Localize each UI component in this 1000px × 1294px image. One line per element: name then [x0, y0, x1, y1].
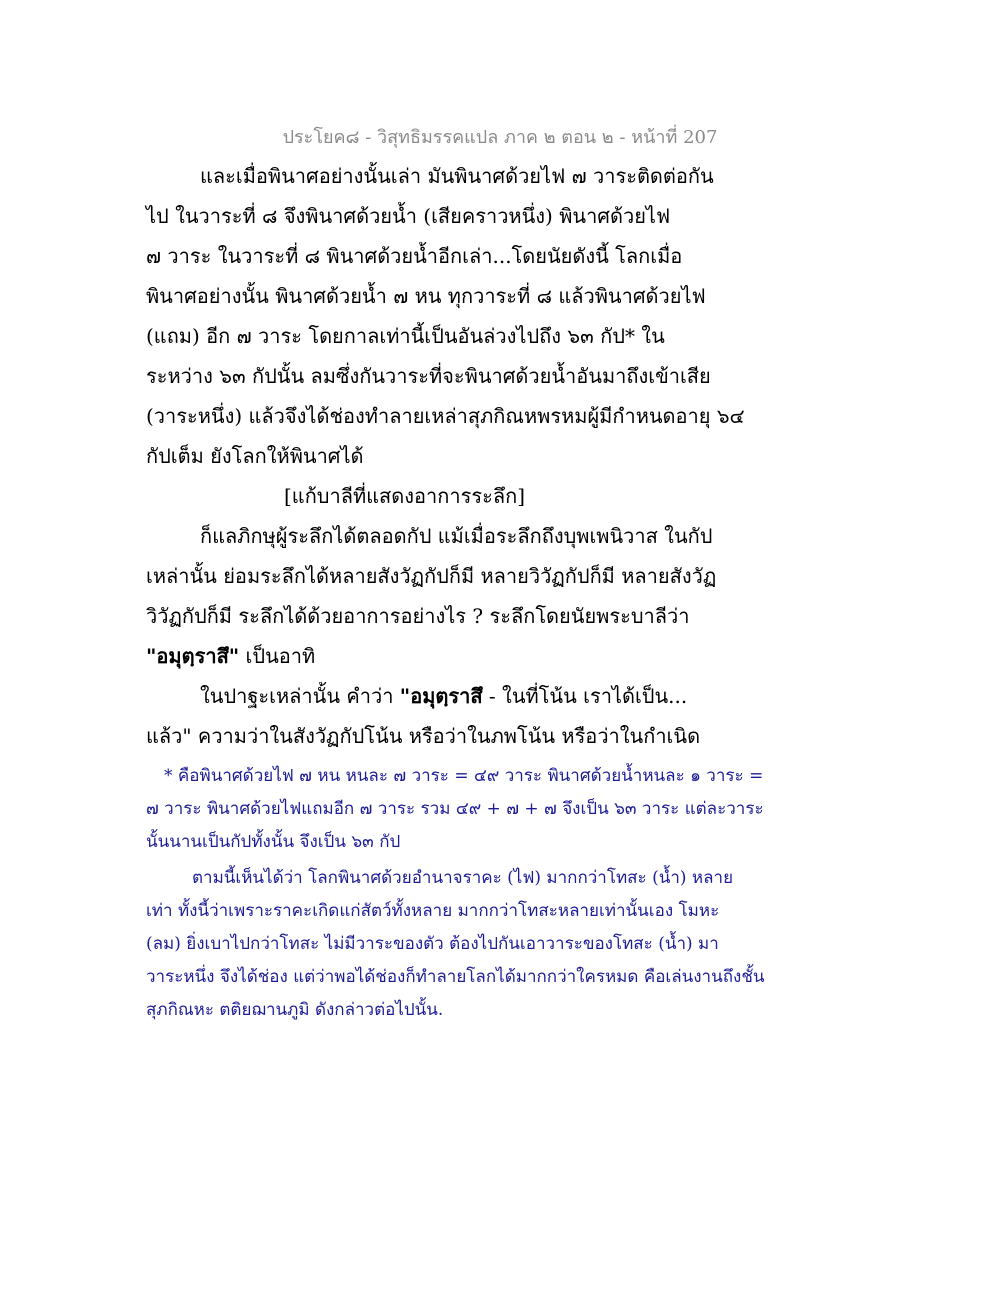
footnote-line: สุภกิณหะ ตติยฌานภูมิ ดังกล่าวต่อไปนั้น. — [146, 1000, 444, 1020]
footnote-line: ตามนี้เห็นได้ว่า โลกพินาศด้วยอำนาจราคะ (ไฟ) มากกว่าโทสะ (น้ำ) หลาย — [192, 868, 734, 888]
paragraph-line — [146, 636, 856, 676]
paragraph-line — [146, 676, 856, 716]
paragraph-line: ระหว่าง ๖๓ กัปนั้น ลมซึ่งกันวาระที่จะพินาศด้วยน้ำอันมาถึงเข้าเสีย — [146, 364, 711, 388]
footnote-line: นั้นนานเป็นกัปทั้งนั้น จึงเป็น ๖๓ กัป — [146, 832, 401, 852]
footnote-line: ๗ วาระ พินาศด้วยไฟแถมอีก ๗ วาระ รวม ๔๙ + ๗ + ๗ จึงเป็น ๖๓ วาระ แต่ละวาระ — [146, 799, 764, 819]
paragraph-line: และเมื่อพินาศอย่างนั้นเล่า มันพินาศด้วยไฟ ๗ วาระติดต่อกัน — [200, 164, 714, 188]
paragraph-text: เป็นอาทิ — [239, 644, 316, 668]
paragraph-line: ๗ วาระ ในวาระที่ ๘ พินาศด้วยน้ำอีกเล่า...โดยนัยดังนี้ โลกเมื่อ — [146, 244, 683, 268]
main-text — [146, 156, 856, 756]
paragraph-text: ในปาฐะเหล่านั้น คำว่า — [200, 684, 400, 708]
pali-term: "อมุตฺราสึ — [399, 684, 483, 708]
paragraph-line: ก็แลภิกษุผู้ระลึกได้ตลอดกัป แม้เมื่อระลึกถึงบุพเพนิวาส ในกัป — [200, 524, 713, 548]
paragraph-line: แล้ว" ความว่าในสังวัฏกัปโน้น หรือว่าในภพโน้น หรือว่าในกำเนิด — [146, 724, 701, 748]
footnote-line: วาระหนึ่ง จึงได้ช่อง แต่ว่าพอได้ช่องก็ทำลายโลกได้มากกว่าใครหมด คือเล่นงานถึงชั้น — [146, 967, 765, 987]
paragraph-line: กัปเต็ม ยังโลกให้พินาศได้ — [146, 444, 364, 468]
paragraph-line: (วาระหนึ่ง) แล้วจึงได้ช่องทำลายเหล่าสุภกิณหพรหมผู้มีกำหนดอายุ ๖๔ — [146, 404, 745, 428]
footnote-2 — [146, 862, 866, 1027]
footnote-line: เท่า ทั้งนี้ว่าเพราะราคะเกิดแก่สัตว์ทั้งหลาย มากกว่าโทสะหลายเท่านั้นเอง โมหะ — [146, 901, 720, 921]
footnote-line: * คือพินาศด้วยไฟ ๗ หน หนละ ๗ วาระ = ๔๙ วาระ พินาศด้วยน้ำหนละ ๑ วาระ = — [164, 766, 764, 786]
paragraph-text: - ในที่โน้น เราได้เป็น... — [482, 684, 688, 708]
footnote-1 — [146, 760, 866, 859]
pali-term: "อมุตฺราสึ" — [146, 644, 240, 668]
paragraph-line: วิวัฏกัปก็มี ระลึกได้ด้วยอาการอย่างไร ? ระลึกโดยนัยพระบาลีว่า — [146, 604, 690, 628]
paragraph-line: ไป ในวาระที่ ๘ จึงพินาศด้วยน้ำ (เสียคราวหนึ่ง) พินาศด้วยไฟ — [146, 204, 671, 228]
section-heading: [แก้บาลีที่แสดงอาการระลึก] — [284, 484, 525, 508]
paragraph-line: พินาศอย่างนั้น พินาศด้วยน้ำ ๗ หน ทุกวาระที่ ๘ แล้วพินาศด้วยไฟ — [146, 284, 706, 308]
footnote-line: (ลม) ยิ่งเบาไปกว่าโทสะ ไม่มีวาระของตัว ต้องไปกันเอาวาระของโทสะ (น้ำ) มา — [146, 934, 719, 954]
paragraph-line: เหล่านั้น ย่อมระลึกได้หลายสังวัฏกัปก็มี หลายวิวัฏกัปก็มี หลายสังวัฏ — [146, 564, 717, 588]
page-header: ประโยค๘ - วิสุทธิมรรคแปล ภาค ๒ ตอน ๒ - หน้าที่ 207 — [282, 127, 718, 148]
paragraph-line: (แถม) อีก ๗ วาระ โดยกาลเท่านี้เป็นอันล่วงไปถึง ๖๓ กัป* ใน — [146, 324, 665, 348]
